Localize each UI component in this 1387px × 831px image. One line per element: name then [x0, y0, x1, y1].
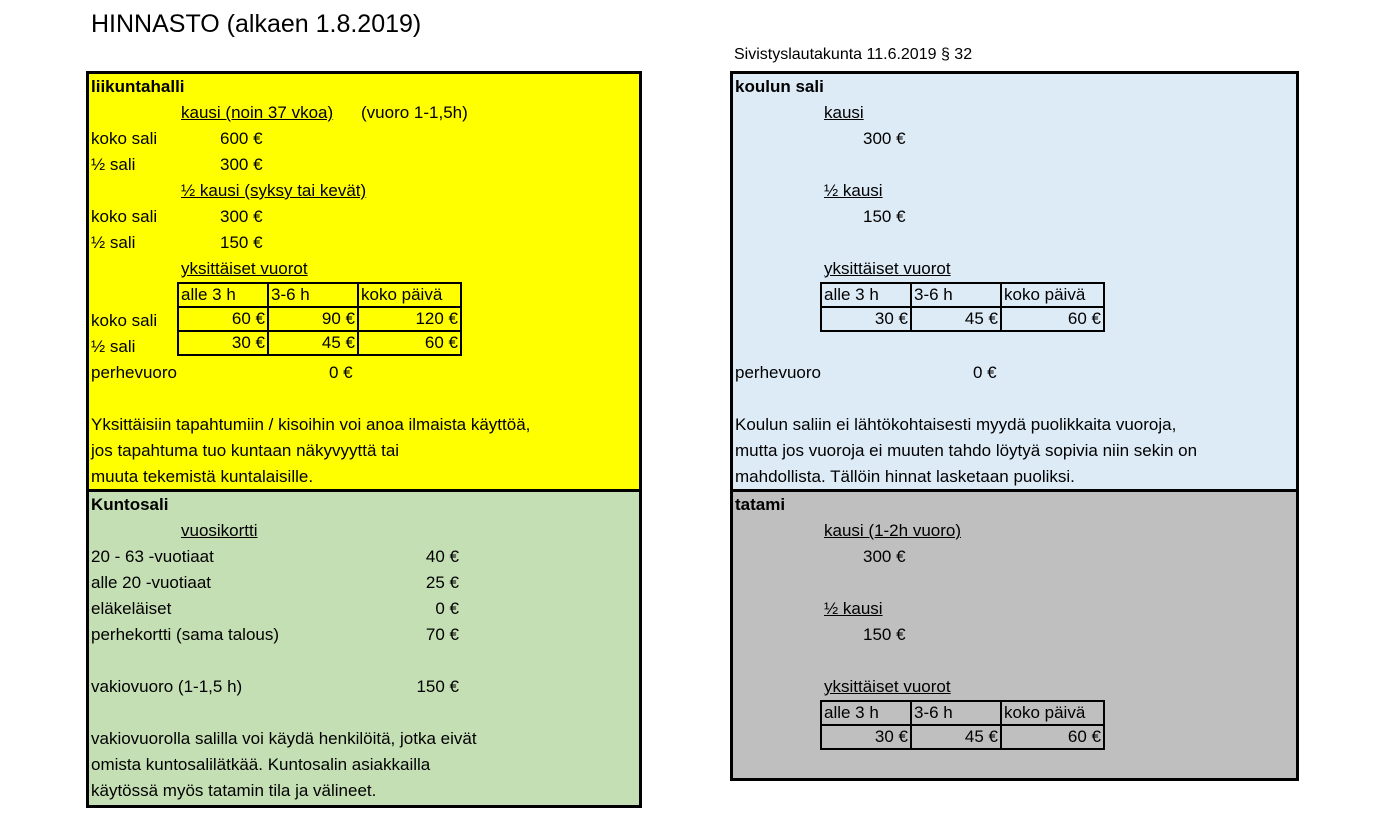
price: 150 € — [220, 233, 263, 252]
price: 300 € — [863, 547, 906, 566]
info-line: omista kuntosalilätkää. Kuntosalin asiakkailla — [91, 755, 431, 774]
decision-reference: Sivistyslautakunta 11.6.2019 § 32 — [734, 46, 973, 63]
perhevuoro-price: 0 € — [329, 363, 353, 382]
row-label: ½ sali — [91, 155, 136, 174]
table-header: alle 3 h — [821, 283, 911, 307]
row-label: koko sali — [91, 129, 158, 148]
list-item: eläkeläiset — [91, 599, 172, 618]
table-cell: 30 € — [178, 331, 268, 355]
list-item: perhekortti (sama talous) — [91, 625, 280, 644]
table-cell: 60 € — [178, 307, 268, 331]
table-cell: 60 € — [1001, 725, 1104, 749]
section-title: Kuntosali — [91, 495, 169, 514]
row-label: ½ sali — [91, 337, 136, 356]
table-header: 3-6 h — [911, 283, 1001, 307]
price-table — [820, 700, 1105, 750]
price: 25 € — [425, 573, 459, 592]
table-cell: 120 € — [358, 307, 461, 331]
row-label: ½ sali — [91, 233, 136, 252]
list-item: alle 20 -vuotiaat — [91, 573, 212, 592]
price: 600 € — [220, 129, 263, 148]
price-table — [820, 282, 1105, 332]
info-line: muuta tekemistä kuntalaisille. — [91, 467, 314, 486]
perhevuoro-label: perhevuoro — [91, 363, 178, 382]
price: 300 € — [220, 207, 263, 226]
puolikausi-heading: ½ kausi — [824, 599, 883, 618]
vuosikortti-heading: vuosikortti — [181, 521, 258, 540]
info-line: mutta jos vuoroja ei muuten tahdo löytyä sopivia niin sekin on — [735, 441, 1198, 460]
section-title: liikuntahalli — [91, 77, 185, 96]
table-cell: 30 € — [821, 307, 911, 331]
table-header: koko päivä — [358, 283, 461, 307]
table-cell: 45 € — [911, 307, 1001, 331]
table-cell: 45 € — [911, 725, 1001, 749]
info-line: jos tapahtuma tuo kuntaan näkyvyyttä tai — [91, 441, 400, 460]
vakiovuoro-label: vakiovuoro (1-1,5 h) — [91, 677, 243, 696]
yksittaiset-heading: yksittäiset vuorot — [181, 259, 308, 278]
koulun-sali-section — [730, 71, 1299, 491]
puolikausi-heading: ½ kausi — [824, 181, 883, 200]
row-label: koko sali — [91, 207, 158, 226]
table-cell: 60 € — [358, 331, 461, 355]
price-table — [177, 282, 462, 356]
vakiovuoro-price: 150 € — [416, 677, 459, 696]
table-header: alle 3 h — [178, 283, 268, 307]
table-header: 3-6 h — [268, 283, 358, 307]
table-header: 3-6 h — [911, 701, 1001, 725]
perhevuoro-price: 0 € — [973, 363, 997, 382]
page-title: HINNASTO (alkaen 1.8.2019) — [91, 10, 422, 38]
section-title: koulun sali — [735, 77, 824, 96]
puolikausi-heading: ½ kausi (syksy tai kevät) — [181, 181, 367, 200]
table-cell: 90 € — [268, 307, 358, 331]
list-item: 20 - 63 -vuotiaat — [91, 547, 214, 566]
kausi-heading: kausi (noin 37 vkoa) — [181, 103, 334, 122]
kausi-heading: kausi (1-2h vuoro) — [824, 521, 962, 540]
price: 70 € — [425, 625, 459, 644]
table-cell: 45 € — [268, 331, 358, 355]
price: 150 € — [863, 207, 906, 226]
tatami-section — [730, 489, 1299, 781]
yksittaiset-heading: yksittäiset vuorot — [824, 259, 951, 278]
table-header: koko päivä — [1001, 283, 1104, 307]
section-title: tatami — [735, 495, 786, 514]
kausi-note: (vuoro 1-1,5h) — [361, 103, 468, 122]
price: 300 € — [863, 129, 906, 148]
row-label: koko sali — [91, 311, 158, 330]
yksittaiset-heading: yksittäiset vuorot — [824, 677, 951, 696]
liikuntahalli-section — [86, 71, 642, 491]
info-line: Koulun saliin ei lähtökohtaisesti myydä puolikkaita vuoroja, — [735, 415, 1177, 434]
table-cell: 30 € — [821, 725, 911, 749]
info-line: mahdollista. Tällöin hinnat lasketaan puoliksi. — [735, 467, 1075, 486]
kausi-heading: kausi — [824, 103, 864, 122]
kuntosali-section — [86, 489, 642, 808]
price: 150 € — [863, 625, 906, 644]
table-header: alle 3 h — [821, 701, 911, 725]
price: 300 € — [220, 155, 263, 174]
price: 40 € — [425, 547, 459, 566]
info-line: vakiovuorolla salilla voi käydä henkilöitä, jotka eivät — [91, 729, 477, 748]
table-header: koko päivä — [1001, 701, 1104, 725]
info-line: käytössä myös tatamin tila ja välineet. — [91, 781, 377, 800]
info-line: Yksittäisiin tapahtumiin / kisoihin voi anoa ilmaista käyttöä, — [91, 415, 531, 434]
price: 0 € — [435, 599, 459, 618]
perhevuoro-label: perhevuoro — [735, 363, 822, 382]
table-cell: 60 € — [1001, 307, 1104, 331]
